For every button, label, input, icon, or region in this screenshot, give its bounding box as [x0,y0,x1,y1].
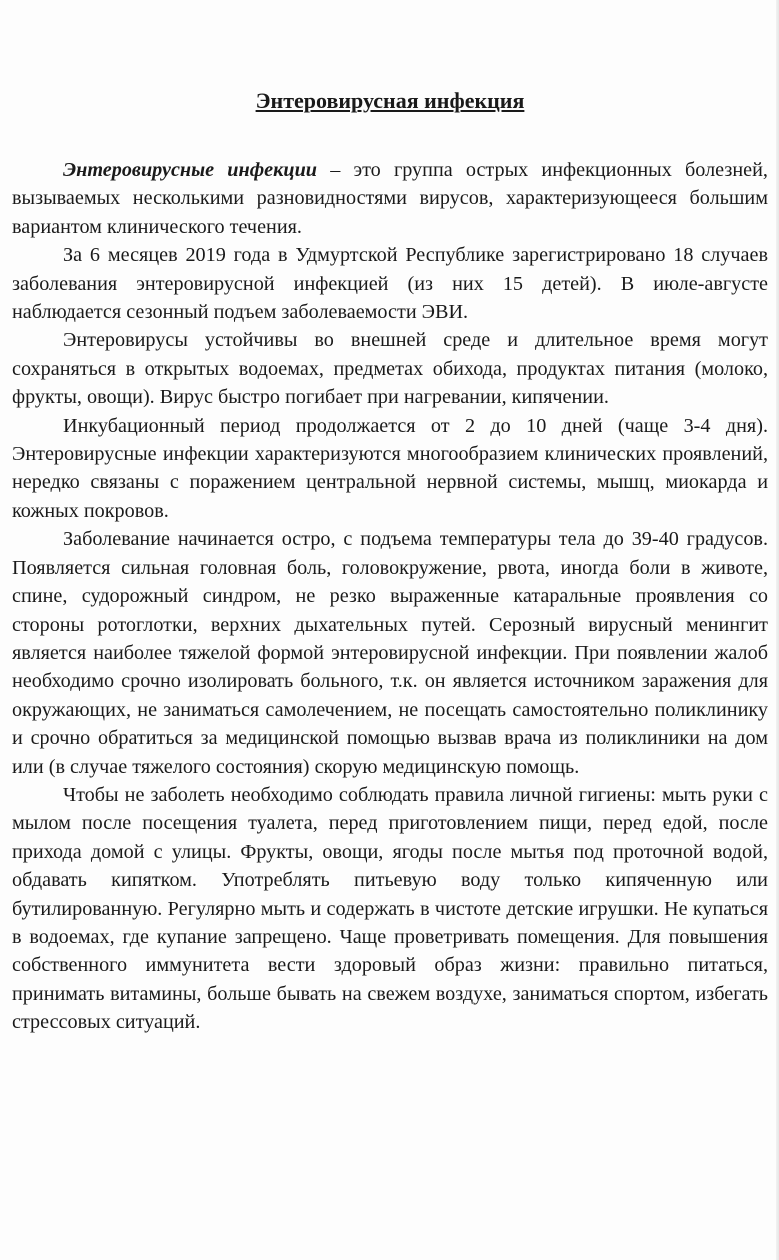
paragraph-prevention: Чтобы не заболеть необходимо соблюдать правила личной гигиены: мыть руки с мылом после посещения туалета, перед приготовлением пищи, перед едой, после прихода домой с улицы. Фрукты, овощи, ягоды после мытья под проточной водой, обдавать кипятком. Употреблять питьевую воду только кипяченную или бутилированную. Регулярно мыть и содержать в чистоте детские игрушки. Не купаться в водоемах, где купание запрещено. Чаще проветривать помещения. Для повышения собственного иммунитета вести здоровый образ жизни: правильно питаться, принимать витамины, больше бывать на свежем воздухе, заниматься спортом, избегать стрессовых ситуаций. [12,783,768,1034]
document-title: Энтеровирусная инфекция [255,88,525,113]
defined-term: Энтеровирусные инфекции [63,159,318,181]
paragraph-symptoms: Заболевание начинается остро, с подъема температуры тела до 39-40 градусов. Появляется сильная головная боль, головокружение, рвота, иногда боли в животе, спине, судорожный синдром, не резко выраженные катаральные проявления со стороны ротоглотки, верхних дыхательных путей. Серозный вирусный менингит является наиболее тяжелой формой энтеровирусной инфекции. При появлении жалоб необходимо срочно изолировать больного, т.к. он является источником заражения для окружающих, не заниматься самолечением, не посещать самостоятельно поликлинику и срочно обратиться за медицинской помощью вызвав врача из поликлиники на дом или (в случае тяжелого состояния) скорую медицинскую помощь. [12,528,768,778]
paragraph-resistance: Энтеровирусы устойчивы во внешней среде и длительное время могут сохраняться в открытых водоемах, предметах обихода, продуктах питания (молоко, фрукты, овощи). Вирус быстро погибает при нагревании, кипячении. [12,329,768,409]
paragraph-incubation: Инкубационный период продолжается от 2 до 10 дней (чаще 3-4 дня). Энтеровирусные инфекции характеризуются многообразием клинических проявлений, нередко связаны с поражением центральной нервной системы, мышц, миокарда и кожных покровов. [12,414,768,522]
document-body [12,86,768,1037]
paragraph-definition [12,156,768,241]
paragraph-statistics: За 6 месяцев 2019 года в Удмуртской Республике зарегистрировано 18 случаев заболевания энтеровирусной инфекцией (из них 15 детей). В июле-августе наблюдается сезонный подъем заболеваемости ЭВИ. [12,244,768,324]
definition-text: – это группа острых инфекционных болезней, вызываемых несколькими разновидностями вирусов, характеризующееся большим вариантом клинического течения. [12,159,768,238]
